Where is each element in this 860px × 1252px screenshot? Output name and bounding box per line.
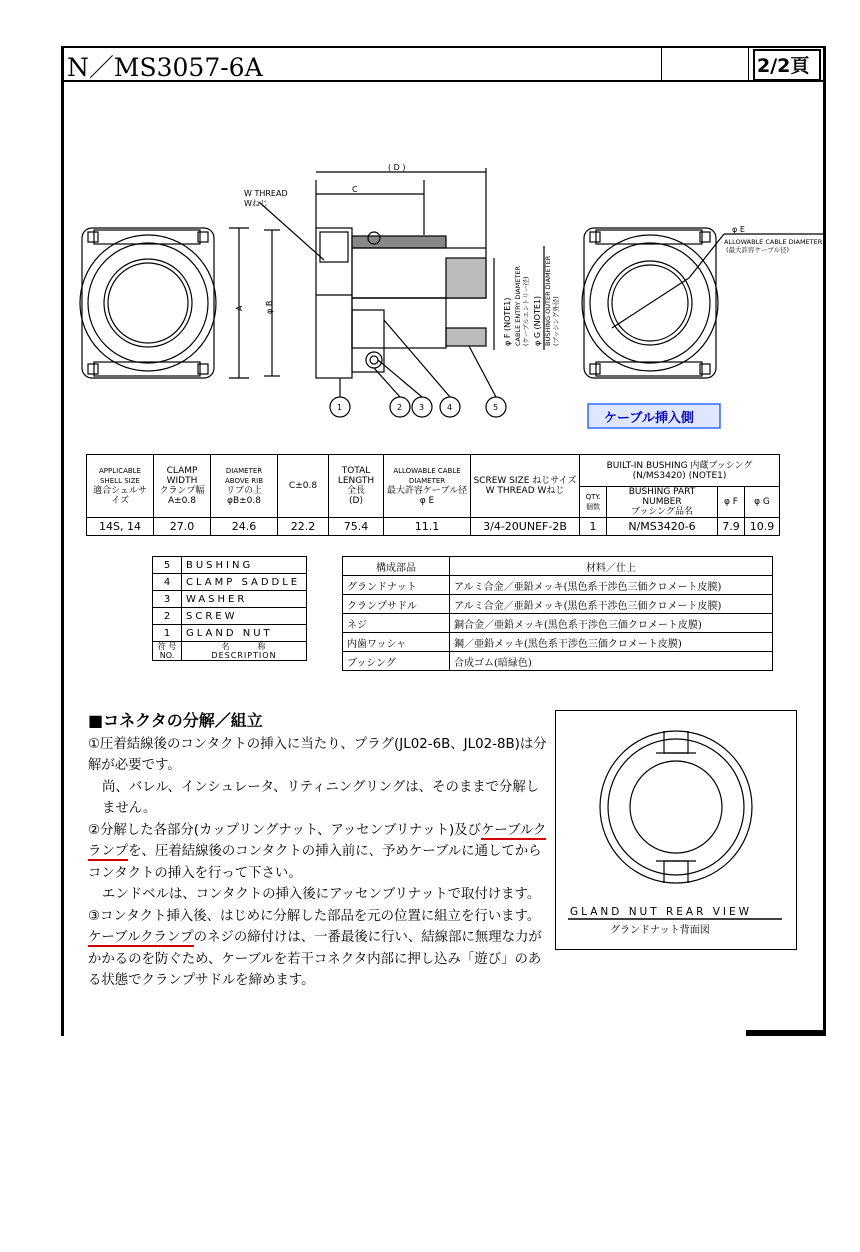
assembly-section (88, 710, 548, 992)
title-blank-cell (661, 46, 749, 80)
dim-d-label: ( D ) (388, 163, 406, 172)
material-row: クランプサドル アルミ合金／亜鉛メッキ(黒色系干渉色三価クロメート皮膜) (343, 595, 773, 614)
rear-view-drawing (556, 711, 796, 949)
note-bushing-jp: (ブッシング外径) (552, 296, 560, 346)
dim-c-label: C (352, 185, 358, 194)
assembly-step-2: ②分解した各部分(カップリングナット、アッセンブリナット)及びケーブルクランプを、圧着結線後のコンタクトの挿入前に、予めケーブルに通してからコンタクトの挿入を行って下さい。 (88, 822, 547, 881)
cell-c: 22.2 (278, 518, 329, 536)
w-nejic-label: Wねじ (244, 199, 268, 208)
cell-qty: 1 (580, 518, 607, 536)
hd-part: BUSHING PART NUMBER ブッシング品名 (607, 487, 718, 518)
parts-row: 3 WASHER (153, 591, 307, 608)
material-row: 内歯ワッシャ 鋼／亜鉛メッキ(黒色系干渉色三価クロメート皮膜) (343, 633, 773, 652)
note-cable-entry-jp: (ケーブルエントリー径) (522, 276, 530, 346)
callout-2: 2 (397, 403, 403, 412)
front-view (80, 228, 216, 378)
hd-rib: DIAMETER ABOVE RIB リブの上 φB±0.8 (211, 455, 278, 518)
material-row: ネジ 銅合金／亜鉛メッキ(黒色系干渉色三価クロメート皮膜) (343, 614, 773, 633)
parts-row: 4 CLAMP SADDLE (153, 574, 307, 591)
page-number: 2/2頁 (757, 55, 810, 77)
spec-table (86, 454, 780, 536)
cell-phif: 7.9 (718, 518, 745, 536)
assembly-heading: ■コネクタの分解／組立 (88, 711, 263, 730)
parts-list (152, 556, 307, 661)
hd-screw: SCREW SIZE ねじサイズ W THREAD Wねじ (471, 455, 580, 518)
parts-row: 5 BUSHING (153, 557, 307, 574)
title-bar (61, 46, 826, 82)
allowable-jp-label: (最大許容ケーブル径) (726, 246, 789, 254)
hd-length: TOTAL LENGTH 全長 (D) (329, 455, 384, 518)
material-row: ブッシング 合成ゴム(暗緑色) (343, 652, 773, 671)
hd-qty: QTY. 個数 (580, 487, 607, 518)
rear-view-label-jp: グランドナット背面図 (610, 925, 710, 936)
assembly-step-1: ①圧着結線後のコンタクトの挿入に当たり、プラグ(JL02-6B、JL02-8B)は分解が必要です。 (88, 736, 547, 773)
hd-cable: ALLOWABLE CABLE DIAMETER 最大許容ケーブル径 φ E (384, 455, 471, 518)
hd-shell: APPLICABLE SHELL SIZE 適合シェルサイズ (87, 455, 154, 518)
callout-3: 3 (419, 403, 425, 412)
assembly-step-3: ③コンタクト挿入後、はじめに分解した部品を元の位置に組立を行います。ケーブルクランプのネジの締付けは、一番最後に行い、結線部に無理な力がかかるのを防ぐため、ケーブルを若干コネクタ内部に押し込み「遊び」のある状態でクランプサドルを締めます。 (88, 908, 542, 988)
rear-view-label: GLAND NUT REAR VIEW (570, 906, 753, 918)
material-row: グランドナット アルミ合金／亜鉛メッキ(黒色系干渉色三価クロメート皮膜) (343, 576, 773, 595)
dim-a-label: A (235, 305, 244, 311)
callout-4: 4 (447, 403, 453, 412)
phie-label: φ E (732, 225, 745, 234)
hd-c: C±0.8 (278, 455, 329, 518)
note-bushing-dia: BUSHING OUTER DIAMETER (544, 255, 552, 346)
note-phif: φ F (NOTE1) (503, 297, 512, 346)
cell-length: 75.4 (329, 518, 384, 536)
connector-drawing (64, 150, 824, 440)
callout-5: 5 (493, 403, 499, 412)
cell-cable: 11.1 (384, 518, 471, 536)
hd-bushing: BUILT-IN BUSHING 内蔵ブッシング(N/MS3420) (NOTE1) (580, 455, 780, 487)
assembly-step-2-note: エンドベルは、コンタクトの挿入後にアッセンブリナットで取付けます。 (102, 887, 541, 902)
cell-part: N/MS3420-6 (607, 518, 718, 536)
cable-side-label: ケーブル挿入側 (604, 411, 694, 426)
cell-shell: 14S, 14 (87, 518, 154, 536)
cell-clamp: 27.0 (154, 518, 211, 536)
hd-phig: φ G (745, 487, 780, 518)
materials-table: 構成部品 材料／仕上 グランドナット アルミ合金／亜鉛メッキ(黒色系干渉色三価クロメート皮膜) クランプサドル アルミ合金／亜鉛メッキ(黒色系干渉色三価クロメート皮膜) ネジ 銅合金／亜鉛メッキ(黒色系干渉色三価クロメート皮膜) 内歯ワッシャ 鋼／亜鉛メッキ(黒色系干渉色三価クロメート皮膜) ブッシング 合成ゴム(暗緑色) (342, 556, 773, 671)
document-title: N／MS3057-6A (67, 53, 263, 82)
note-cable-entry: CABLE ENTRY DIAMETER (514, 266, 522, 346)
cell-rib: 24.6 (211, 518, 278, 536)
dim-phib-label: φ B (265, 300, 274, 314)
cell-screw: 3/4-20UNEF-2B (471, 518, 580, 536)
cell-phig: 10.9 (745, 518, 780, 536)
assembly-step-1-note: 尚、バレル、インシュレータ、リティニングリングは、そのままで分解しません。 (102, 779, 540, 816)
hd-clamp: CLAMP WIDTH クランプ幅 A±0.8 (154, 455, 211, 518)
parts-row: 1 GLAND NUT (153, 625, 307, 642)
w-thread-label: W THREAD (244, 189, 288, 198)
allowable-label: ALLOWABLE CABLE DIAMETER (724, 238, 823, 246)
note-phig: φ G (NOTE1) (533, 295, 542, 346)
parts-header: 符 号 NO. 名 称 DESCRIPTION (153, 642, 307, 661)
callout-1: 1 (337, 403, 343, 412)
bottom-bar (746, 1030, 826, 1036)
parts-row: 2 SCREW (153, 608, 307, 625)
gland-nut-rear-view (555, 710, 797, 950)
page-cell (747, 46, 823, 80)
hd-phif: φ F (718, 487, 745, 518)
